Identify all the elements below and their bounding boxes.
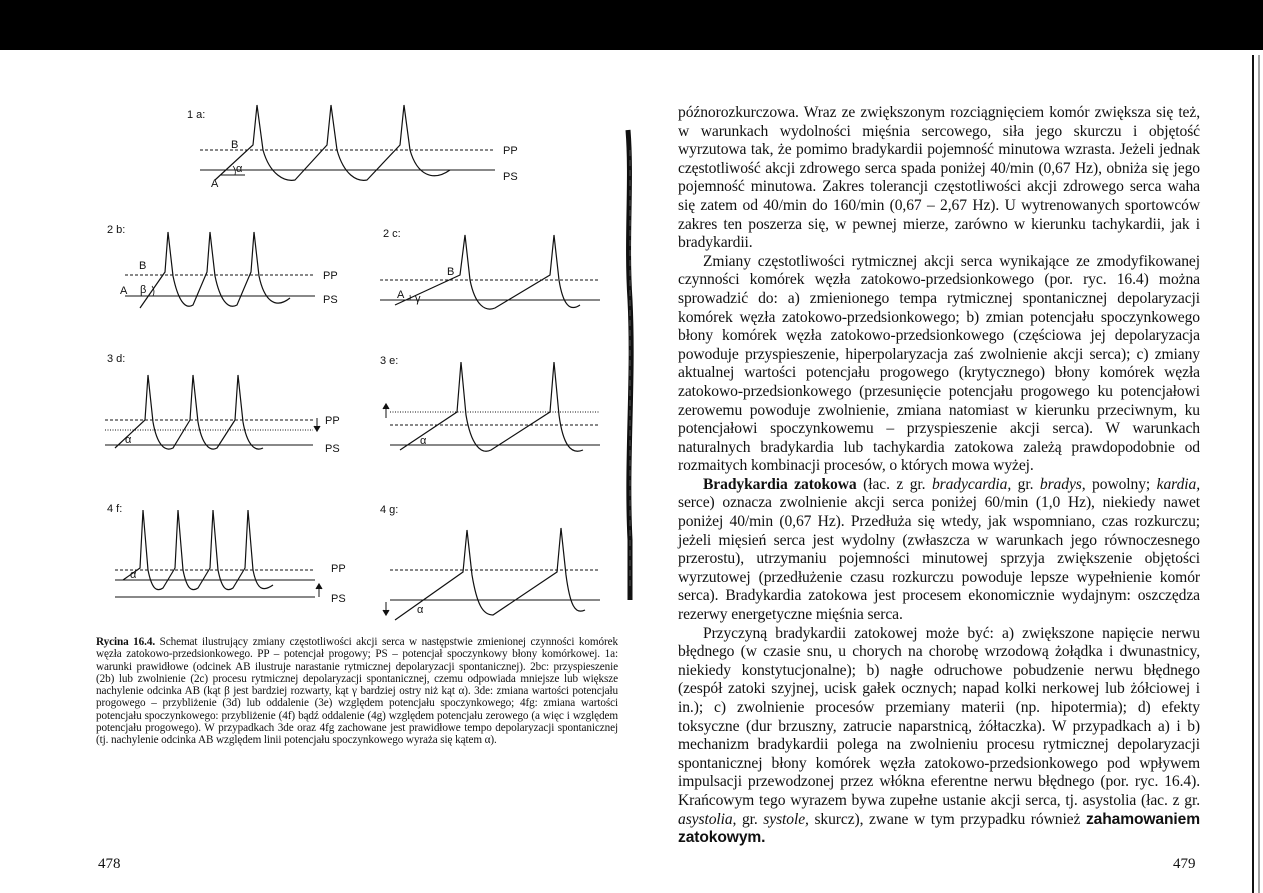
panel-label-3d: 3 d: [107, 353, 126, 365]
angle-alpha-1a: α [236, 163, 243, 175]
pp-label-3d: PP [325, 415, 340, 427]
p4-bold-term: zahamowaniem zatokowym. [678, 810, 1200, 847]
panel-4g [383, 528, 600, 620]
scan-top-border [0, 0, 1263, 50]
p4-text-b: gr. [736, 810, 764, 828]
p3-text-d: serce) oznacza zwolnienie akcji serca poniżej 60/min (1,0 Hz), niekiedy nawet poniżej 40/min (0,67 Hz). Przedłuża się wtedy, jak wspomniano, czas rozkurczu; jeżeli mięsień serca jest wydolny (zwłaszcza w warunkach jego równoczesnego przerostu), utrzymaniu pojemności minutowej sprzyja zwiększenie objętości wyrzutowej (przedłużenie czasu rozkurczu powoduje lepsze wypełnienie komór serca). Bradykardia zatokowa jest procesem ekonomicznie wydajnym: oszczędza rezerwy energetyczne mięśnia serca. [678, 494, 1200, 624]
ps-label-2b: PS [323, 294, 338, 306]
p3-italic-2: bradys, [1039, 475, 1086, 493]
point-a-2b: A [120, 285, 128, 297]
p4-text-a: Przyczyną bradykardii zatokowej może być: a) zwiększone napięcie nerwu błędnego (w czasie snu, u chorych na chorobę wrzodową żołądka i dwunastnicy, niekiedy konstytucjonalne); b) nagłe odruchowe pobudzenie nerwu błędnego (zespół zatoki szyjnej, ucisk gałek ocznych; napad kolki nerkowej lub żółciowej i in.); c) zwolnienie procesów przemiany materii (np. hipotermia); d) efekty toksyczne (dur brzuszny, zatrucie naparstnicą, żółtaczka). W przypadkach a) i b) mechanizm bradykardii polega na zwolnieniu procesu rytmicznej depolaryzacji spontanicznej błony komórek węzła zatokowo-przedsionkowego pod wpływem impulsacji przewodzonej przez włókna eferentne nerwu błędnego (por. ryc. 16.4). Krańcowym tego wyrazem bywa zupełne ustanie akcji serca, tj. asystolia (łac. z gr. [678, 624, 1200, 809]
p3-italic-3: kardia, [1156, 475, 1200, 493]
panel-2b [125, 232, 315, 308]
caption-title: Rycina 16.4. [96, 636, 156, 648]
p4-italic-2: systole, [763, 810, 809, 828]
panel-2c [380, 235, 600, 309]
angle-alpha-4f: α [130, 569, 137, 581]
panel-label-4f: 4 f: [107, 503, 123, 515]
point-a-1a: A [211, 178, 219, 190]
point-a-2c: A [397, 289, 405, 301]
panel-1a [200, 105, 495, 180]
angle-alpha-4g: α [417, 604, 424, 616]
p3-text-b: gr. [1011, 475, 1040, 493]
panel-4f [115, 510, 322, 597]
p3-text-c: powolny; [1085, 475, 1157, 493]
angle-gamma-2c: γ [415, 293, 421, 305]
panel-label-2c: 2 c: [383, 228, 401, 240]
panel-3e [383, 362, 600, 451]
page-number-left: 478 [98, 856, 121, 872]
page-number-right: 479 [1173, 856, 1196, 872]
pp-label-1a: PP [503, 145, 518, 157]
panel-label-3e: 3 e: [380, 355, 399, 367]
p4-text-c: skurcz), zwane w tym przypadku również [808, 810, 1086, 828]
pp-label-2b: PP [323, 270, 338, 282]
caption-text: Schemat ilustrujący zmiany częstotliwości akcji serca w następstwie zmienionej czynności komórek węzła zatokowo-przedsionkowego. PP – potencjał progowy; PS – potencjał spoczynkowy błony komórkowej. 1a: warunki prawidłowe (odcinek AB ilustruje narastanie rytmicznej depolaryzacji spontanicznej). 2bc: przyspieszenie (2b) lub zwolnienie (2c) procesu rytmicznej depolaryzacji spontanicznej, czemu odpowiada mniejsze lub większe nachylenie odcinka AB (kąt β jest bardziej rozwarty, kąt γ bardziej ostry niż kąt α). 3de: zmiana wartości potencjału progowego – przybliżenie (3d) lub oddalenie (3e) względem potencjału spoczynkowego; 4fg: zmiana wartości potencjału spoczynkowego: przybliżenie (4f) bądź oddalenie (4g) względem potencjału zerowego (a więc i względem potencjału progowego). W przypadkach 3de oraz 4fg zachowane jest prawidłowe tempo depolaryzacji spontanicznej (tj. nachylenie odcinka AB względem linii potencjału spoczynkowego wyraża się kątem α). [96, 636, 618, 747]
ps-label-4f: PS [331, 593, 346, 605]
ps-label-3d: PS [325, 443, 340, 455]
panel-label-1a: 1 a: [187, 109, 206, 121]
angle-beta-2b: β [140, 284, 147, 296]
angle-alpha-3d: α [125, 434, 132, 446]
panel-3d [105, 375, 320, 449]
ps-label-1a: PS [503, 171, 518, 183]
angle-alpha-3e: α [420, 435, 427, 447]
paragraph-3 [678, 476, 1200, 625]
figure-panels [95, 100, 625, 635]
point-b-2c: B [447, 266, 455, 278]
p3-italic-1: bradycardia, [931, 475, 1012, 493]
panel-label-4g: 4 g: [380, 504, 399, 516]
right-page-text [678, 104, 1200, 848]
paragraph-1: późnorozkurczowa. Wraz ze zwiększonym rozciągnięciem komór zwiększa się też, w warunkach wydolności mięśnia sercowego, siła jego skurczu i objętość wyrzutowa tak, że pomimo bradykardii pojemność minutowa wzrasta. Jeżeli jednak częstotliwość akcji zdrowego serca spada poniżej 40/min (0,67 Hz), obniża się jego pojemność minutowa. Zakres tolerancji częstotliwości akcji zdrowego serca waha się zatem od 40/min do 160/min (0,67 – 2,67 Hz). U wytrenowanych sportowców zakres ten poszerza się, w pewnej mierze, zarówno w kierunku tachykardii, jak i bradykardii. [678, 104, 1200, 252]
p4-italic-1: asystolia, [678, 810, 737, 828]
paragraph-4 [678, 625, 1200, 848]
p3-text-a: (łac. z gr. [856, 475, 932, 493]
point-b-1a: B [231, 139, 239, 151]
point-b-2b: B [139, 260, 147, 272]
page-edge-shadow [1248, 55, 1263, 893]
heading-bradykardia: Bradykardia zatokowa [703, 475, 857, 493]
panel-label-2b: 2 b: [107, 224, 126, 236]
paragraph-2: Zmiany częstotliwości rytmicznej akcji serca wynikające ze zmodyfikowanej czynności komórek węzła zatokowo-przedsionkowego (por. ryc. 16.4) można sprowadzić do: a) zmienionego tempa rytmicznej spontanicznej depolaryzacji komórek węzła zatokowo-przedsionkowego; b) zmian potencjału spoczynkowego błony komórek węzła zatokowo-przedsionkowego (częściowa jej depolaryzacja powoduje przyspieszenie, hiperpolaryzacja zaś zwolnienie akcji serca); c) zmiany aktualnej wartości potencjału progowego (krytycznego) błony komórek węzła zatokowo-przedsionkowego (przesunięcie potencjału progowego ku potencjałowi zerowemu powoduje zwolnienie, zmiana natomiast w kierunku przeciwnym, ku potencjałowi spoczynkowemu – przyspieszenie akcji serca). W warunkach naturalnych bradykardia lub tachykardia zatokowa zależą prawdopodobnie od rozmaitych kombinacji procesów, o których mowa wyżej. [678, 252, 1200, 475]
pp-label-4f: PP [331, 563, 346, 575]
figure-caption [96, 636, 618, 747]
